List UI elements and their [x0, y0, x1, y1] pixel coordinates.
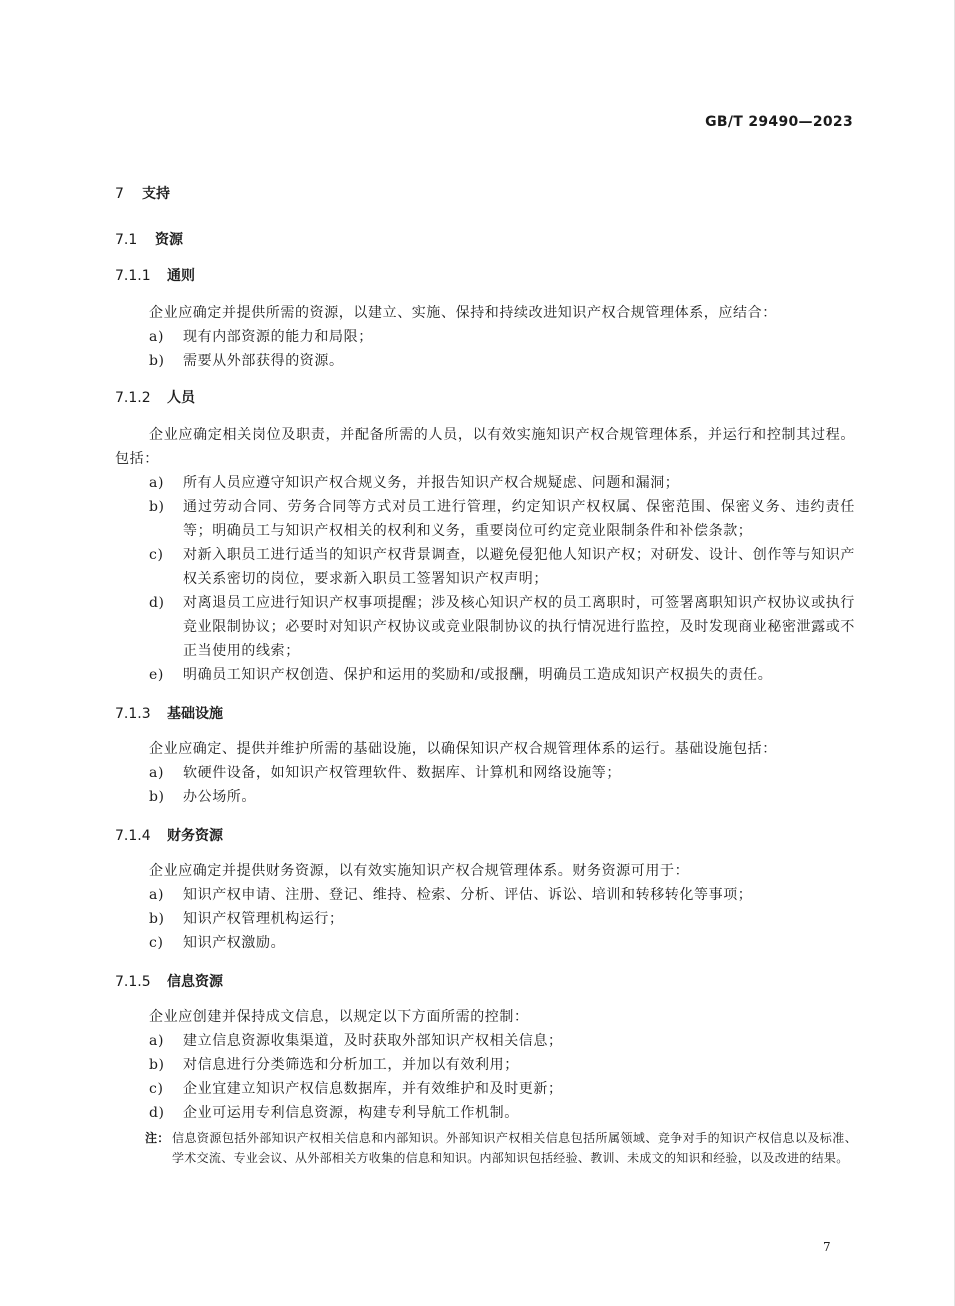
list-marker: c): [149, 935, 164, 951]
section-heading-7: [115, 183, 170, 203]
page-number: 7: [823, 1240, 831, 1254]
list-item: [149, 1077, 855, 1101]
list-marker: d): [149, 1105, 165, 1121]
list-marker: a): [149, 1033, 165, 1049]
list-item-text: 对新入职员工进行适当的知识产权背景调查，以避免侵犯他人知识产权；对研发、设计、创作等与知识产权关系密切的岗位，要求新入职员工签署知识产权声明；: [183, 547, 855, 587]
section-number: 7.1.4: [115, 828, 151, 844]
note: [145, 1128, 857, 1168]
list-marker: d): [149, 595, 165, 611]
section-heading-7-1-1: [115, 265, 195, 285]
section-title: 人员: [167, 390, 195, 406]
section-heading-7-1-5: [115, 971, 223, 991]
list-marker: b): [149, 353, 165, 369]
list-item-text: 需要从外部获得的资源。: [183, 353, 344, 369]
list-item: [149, 1029, 855, 1053]
list-item-text: 明确员工知识产权创造、保护和运用的奖励和/或报酬，明确员工造成知识产权损失的责任。: [183, 667, 773, 683]
list-item-text: 软硬件设备，如知识产权管理软件、数据库、计算机和网络设施等；: [183, 765, 621, 781]
section-number: 7.1.2: [115, 390, 151, 406]
section-number: 7.1: [115, 232, 138, 248]
list-marker: b): [149, 1057, 165, 1073]
paragraph-7-1-2: 企业应确定相关岗位及职责，并配备所需的人员，以有效实施知识产权合规管理体系，并运行和控制其过程。包括：: [115, 427, 855, 467]
list-item: [149, 349, 855, 373]
list-item: [149, 931, 855, 955]
list-marker: a): [149, 475, 165, 491]
list-item: [149, 883, 855, 907]
section-title: 通则: [167, 268, 195, 284]
list-item: [149, 591, 855, 663]
section-number: 7.1.5: [115, 974, 151, 990]
list-marker: b): [149, 789, 165, 805]
note-text: 信息资源包括外部知识产权相关信息和内部知识。外部知识产权相关信息包括所属领域、竞争对手的知识产权信息以及标准、学术交流、专业会议、从外部相关方收集的信息和知识。内部知识包括经验、教训、未成文的知识和经验，以及改进的结果。: [172, 1131, 857, 1165]
list-item-text: 对信息进行分类筛选和分析加工，并加以有效利用；: [183, 1057, 519, 1073]
section-heading-7-1-4: [115, 825, 223, 845]
section-heading-7-1-3: [115, 703, 223, 723]
list-item-text: 企业宜建立知识产权信息数据库，并有效维护和及时更新；: [183, 1081, 563, 1097]
section-title: 基础设施: [167, 706, 223, 722]
section-heading-7-1-2: [115, 387, 195, 407]
note-label: 注：: [145, 1131, 170, 1145]
list-marker: b): [149, 499, 165, 515]
list-item: [149, 663, 855, 687]
list-item: [149, 495, 855, 543]
list-item-text: 通过劳动合同、劳务合同等方式对员工进行管理，约定知识产权权属、保密范围、保密义务、违约责任等；明确员工与知识产权相关的权利和义务，重要岗位可约定竞业限制条件和补偿条款；: [183, 499, 855, 539]
list-item-text: 所有人员应遵守知识产权合规义务，并报告知识产权合规疑虑、问题和漏洞；: [183, 475, 680, 491]
list-item: [149, 761, 855, 785]
list-item: [149, 471, 855, 495]
list-item: [149, 325, 855, 349]
section-title: 财务资源: [167, 828, 223, 844]
list-marker: c): [149, 1081, 164, 1097]
list-item-text: 企业可运用专利信息资源，构建专利导航工作机制。: [183, 1105, 519, 1121]
list-item: [149, 543, 855, 591]
section-number: 7: [115, 186, 124, 202]
section-title: 资源: [155, 232, 183, 248]
list-item-text: 知识产权管理机构运行；: [183, 911, 344, 927]
list-item: [149, 1101, 855, 1125]
section-title: 支持: [142, 186, 170, 202]
section-number: 7.1.1: [115, 268, 151, 284]
document-code: GB/T 29490—2023: [705, 114, 853, 130]
list-item: [149, 785, 855, 809]
paragraph-7-1-5: 企业应创建并保持成文信息，以规定以下方面所需的控制：: [149, 1009, 529, 1025]
list-marker: e): [149, 667, 164, 683]
list-item-text: 建立信息资源收集渠道，及时获取外部知识产权相关信息；: [183, 1033, 563, 1049]
list-marker: a): [149, 887, 165, 903]
section-title: 信息资源: [167, 974, 223, 990]
list-marker: a): [149, 329, 165, 345]
list-item-text: 知识产权申请、注册、登记、维持、检索、分析、评估、诉讼、培训和转移转化等事项；: [183, 887, 753, 903]
list-item-text: 对离退员工应进行知识产权事项提醒；涉及核心知识产权的员工离职时，可签署离职知识产权协议或执行竞业限制协议；必要时对知识产权协议或竞业限制协议的执行情况进行监控，及时发现商业秘密泄露或不正当使用的线索；: [183, 595, 855, 659]
list-marker: b): [149, 911, 165, 927]
paragraph-7-1-1: 企业应确定并提供所需的资源，以建立、实施、保持和持续改进知识产权合规管理体系，应结合：: [149, 305, 777, 321]
list-item: [149, 1053, 855, 1077]
section-heading-7-1: [115, 229, 183, 249]
list-marker: c): [149, 547, 164, 563]
paragraph-7-1-3: 企业应确定、提供并维护所需的基础设施，以确保知识产权合规管理体系的运行。基础设施包括：: [149, 741, 777, 757]
paragraph-7-1-4: 企业应确定并提供财务资源，以有效实施知识产权合规管理体系。财务资源可用于：: [149, 863, 690, 879]
list-item-text: 现有内部资源的能力和局限；: [183, 329, 373, 345]
list-item: [149, 907, 855, 931]
section-number: 7.1.3: [115, 706, 151, 722]
list-item-text: 知识产权激励。: [183, 935, 286, 951]
list-item-text: 办公场所。: [183, 789, 256, 805]
list-marker: a): [149, 765, 165, 781]
